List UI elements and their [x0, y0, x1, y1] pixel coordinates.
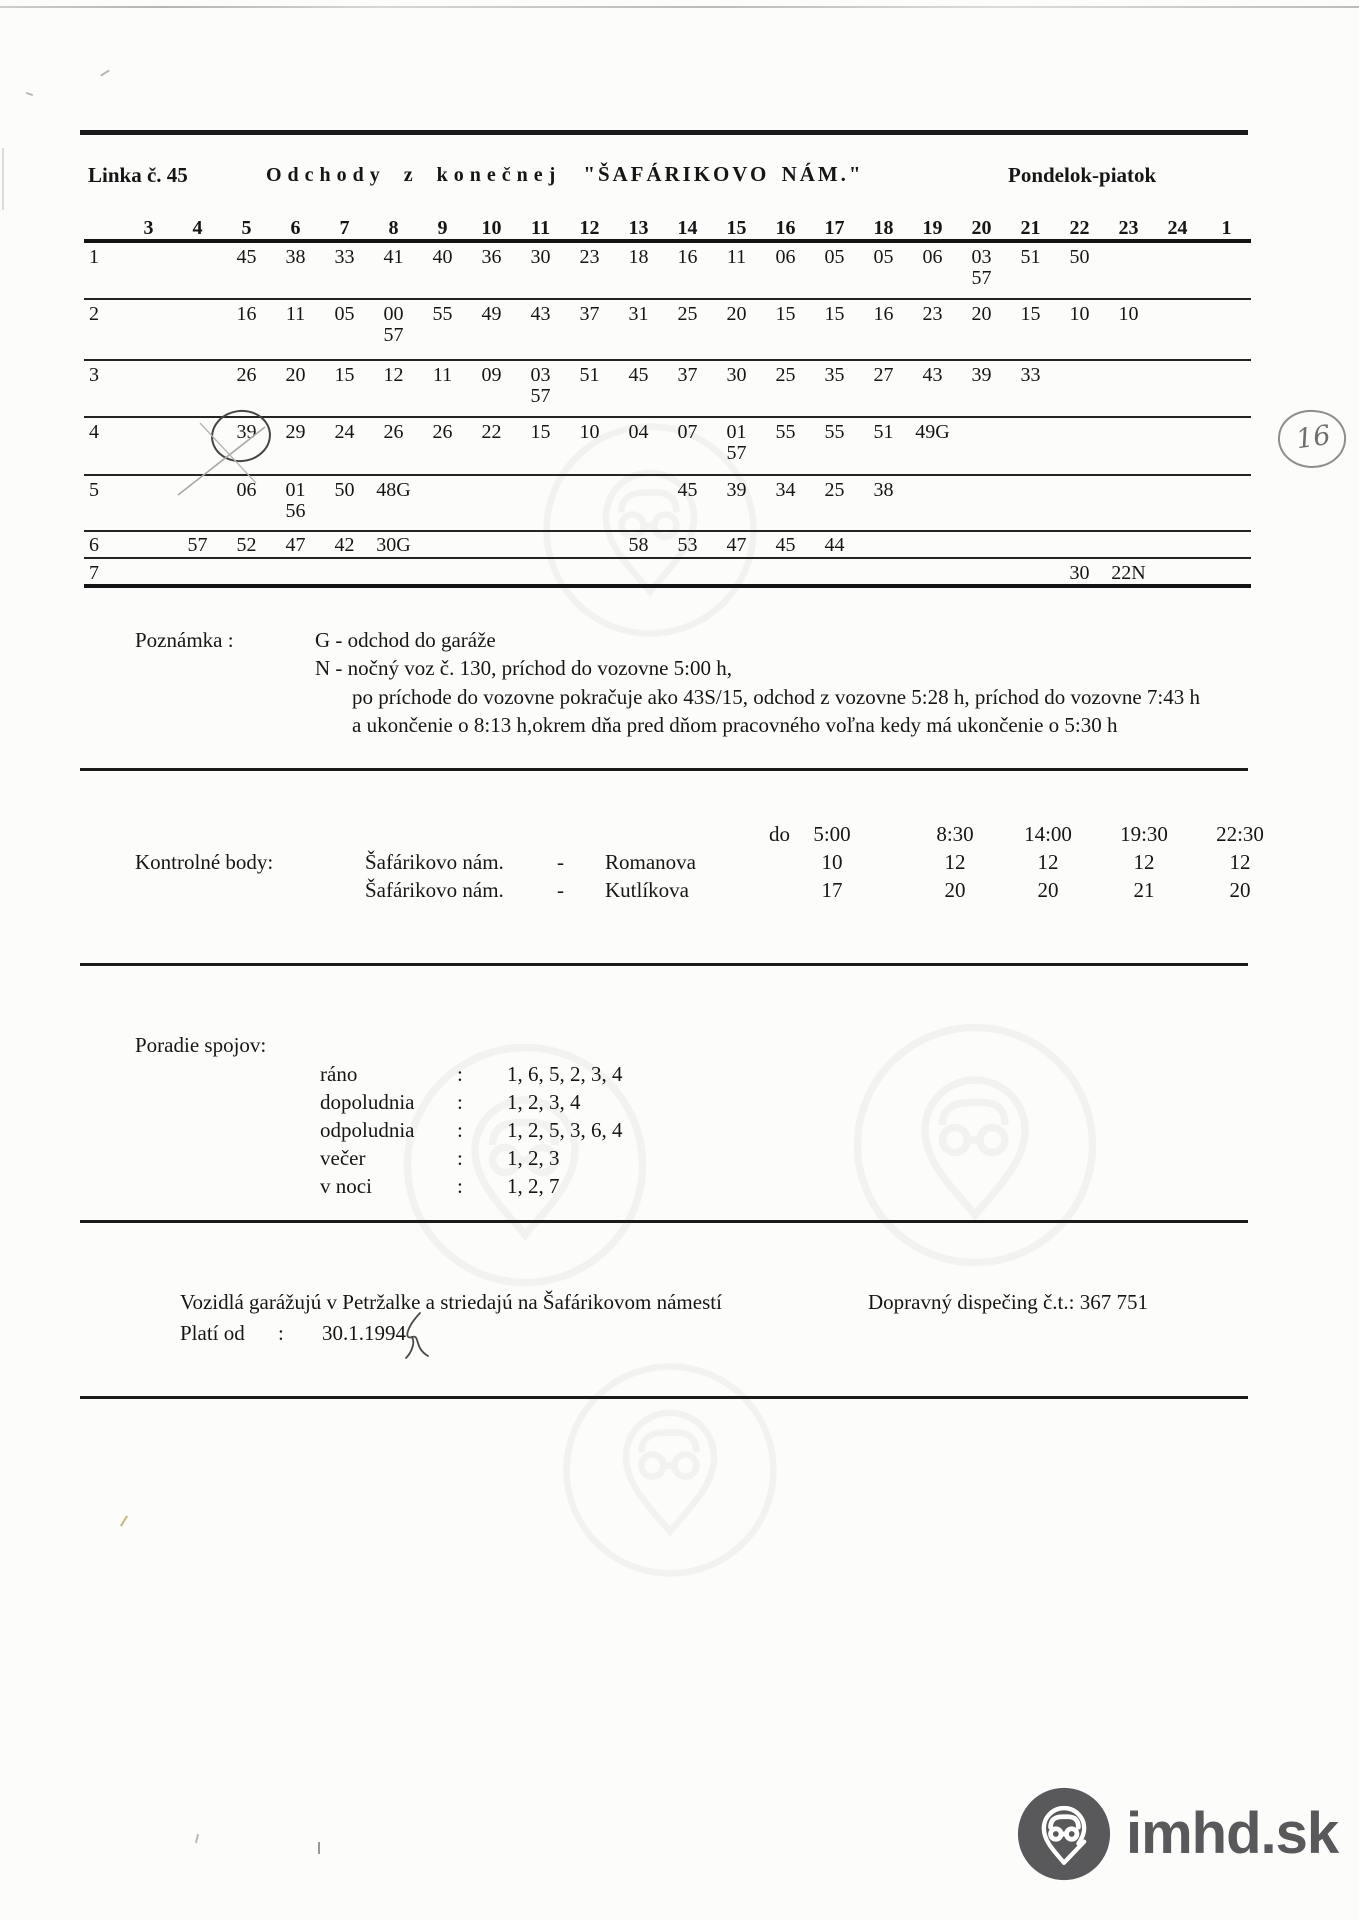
timetable-cell	[418, 476, 467, 530]
timetable-cell: 50	[334, 479, 355, 501]
cp-value: 20	[1037, 878, 1059, 902]
timetable-cell: 55	[824, 421, 845, 443]
hour-label: 17	[824, 217, 845, 239]
timetable-cell	[1153, 300, 1202, 359]
timetable-row	[84, 559, 1251, 588]
timetable-cell: 51	[579, 364, 600, 386]
row-label: 7	[89, 562, 99, 584]
order-label: Poradie spojov:	[135, 1033, 267, 1057]
timetable-cell: 29	[285, 421, 306, 443]
timetable-cell	[1055, 532, 1104, 557]
timetable-cell	[663, 559, 712, 584]
timetable-cell: 10	[579, 421, 600, 443]
timetable-cell	[1153, 559, 1202, 584]
timetable-cell: 22N	[1111, 562, 1146, 584]
timetable-cell: 39	[971, 364, 992, 386]
cp-value: 12	[944, 850, 966, 874]
timetable-cell: 31	[628, 303, 649, 325]
timetable-cell: 45	[236, 246, 257, 268]
timetable-cell	[908, 532, 957, 557]
hour-label: 7	[339, 217, 350, 239]
order-item-value: 1, 6, 5, 2, 3, 4	[507, 1062, 623, 1086]
cp-time: 22:30	[1216, 822, 1264, 846]
timetable-cell	[124, 300, 173, 359]
pencil-strokes	[160, 405, 290, 505]
rule-after-control-points	[80, 963, 1248, 966]
timetable-cell	[1202, 476, 1251, 530]
cp-value: 17	[821, 878, 843, 902]
timetable-cell	[1104, 243, 1153, 298]
timetable-cell: 24	[334, 421, 355, 443]
timetable-cell	[467, 532, 516, 557]
timetable-cell: 11	[285, 303, 306, 325]
hour-label: 24	[1167, 217, 1188, 239]
timetable-cell: 30	[1069, 562, 1090, 584]
cp-value: 21	[1133, 878, 1155, 902]
timetable-cell: 20	[971, 303, 992, 325]
timetable-cell	[222, 559, 271, 584]
timetable-cell: 10	[1118, 303, 1139, 325]
page-title	[266, 162, 863, 187]
cp-value: 10	[821, 850, 843, 874]
timetable-cell	[369, 559, 418, 584]
timetable-cell: 55	[775, 421, 796, 443]
pencil-speck	[100, 70, 110, 77]
imhd-watermark-icon	[560, 1360, 780, 1580]
timetable-cell	[1153, 532, 1202, 557]
hour-label: 16	[775, 217, 796, 239]
timetable-cell: 03 57	[971, 246, 992, 289]
order-item	[0, 1062, 1359, 1090]
timetable-cell	[908, 559, 957, 584]
terminus-name: "ŠAFÁRIKOVO NÁM."	[583, 162, 864, 186]
timetable-cell	[1202, 300, 1251, 359]
timetable-cell	[173, 300, 222, 359]
hour-label: 1	[1221, 217, 1232, 239]
cp-sep: -	[557, 850, 564, 874]
timetable-cell: 45	[677, 479, 698, 501]
rule-top	[80, 130, 1248, 135]
timetable-cell: 26	[236, 364, 257, 386]
valid-from-date: 30.1.1994	[322, 1321, 406, 1345]
timetable-cell: 42	[334, 534, 355, 556]
timetable-cell	[1202, 243, 1251, 298]
timetable-cell: 30G	[376, 534, 411, 556]
cp-time: 19:30	[1120, 822, 1168, 846]
order-item-value: 1, 2, 3, 4	[507, 1090, 581, 1114]
timetable-cell: 23	[579, 246, 600, 268]
order-item-colon: :	[457, 1118, 463, 1142]
timetable-cell: 50	[1069, 246, 1090, 268]
timetable-cell	[124, 559, 173, 584]
timetable-cell	[124, 532, 173, 557]
order-item-label: večer	[320, 1146, 366, 1170]
timetable-cell: 05	[873, 246, 894, 268]
cp-from: Šafárikovo nám.	[365, 850, 504, 874]
row-label: 5	[89, 479, 99, 501]
timetable-cell: 27	[873, 364, 894, 386]
validity-days-label: Pondelok-piatok	[1008, 163, 1157, 187]
timetable-cell: 34	[775, 479, 796, 501]
timetable-row	[84, 300, 1251, 361]
order-item	[0, 1146, 1359, 1174]
order-item-label: odpoludnia	[320, 1118, 415, 1142]
timetable-cell: 26	[432, 421, 453, 443]
cp-row	[0, 850, 1359, 876]
timetable-cell: 11	[432, 364, 453, 386]
rule-after-order	[80, 1220, 1248, 1223]
hour-label: 3	[143, 217, 154, 239]
hour-label: 11	[531, 217, 550, 239]
timetable-cell	[614, 476, 663, 530]
row-label: 3	[89, 364, 99, 386]
timetable-cell: 51	[1020, 246, 1041, 268]
timetable-cell: 00 57	[383, 303, 404, 346]
rule-after-footer	[80, 1396, 1248, 1399]
timetable-cell: 16	[236, 303, 257, 325]
timetable-cell: 52	[236, 534, 257, 556]
timetable-cell: 09	[481, 364, 502, 386]
hour-label: 23	[1118, 217, 1139, 239]
order-item-value: 1, 2, 7	[507, 1174, 560, 1198]
hour-header-spacer	[84, 212, 124, 240]
handwritten-circled-16	[1276, 408, 1348, 471]
hour-label: 19	[922, 217, 943, 239]
timetable-cell: 15	[334, 364, 355, 386]
timetable-cell: 37	[677, 364, 698, 386]
timetable-cell: 12	[383, 364, 404, 386]
timetable-cell	[1104, 532, 1153, 557]
timetable-cell: 49G	[915, 421, 950, 443]
timetable-cell	[1055, 476, 1104, 530]
timetable-cell	[1055, 361, 1104, 416]
bus-pin-icon	[1016, 1786, 1112, 1882]
timetable-cell: 06	[775, 246, 796, 268]
timetable-cell: 07	[677, 421, 698, 443]
cp-times	[790, 822, 1264, 848]
hour-label: 10	[481, 217, 502, 239]
timetable-cell: 15	[530, 421, 551, 443]
timetable-cell	[1202, 418, 1251, 474]
timetable-cell: 47	[726, 534, 747, 556]
timetable-cell	[1104, 418, 1153, 474]
row-label: 4	[89, 421, 99, 443]
hour-label: 20	[971, 217, 992, 239]
order-item-value: 1, 2, 5, 3, 6, 4	[507, 1118, 623, 1142]
timetable-cell: 58	[628, 534, 649, 556]
timetable-cell: 43	[530, 303, 551, 325]
timetable-cell	[1006, 418, 1055, 474]
timetable-cell	[124, 243, 173, 298]
timetable-cell: 35	[824, 364, 845, 386]
hour-label: 14	[677, 217, 698, 239]
timetable-cell	[418, 532, 467, 557]
timetable-cell: 26	[383, 421, 404, 443]
cp-row	[0, 878, 1359, 904]
order-item-colon: :	[457, 1090, 463, 1114]
timetable-cell	[1153, 476, 1202, 530]
rule-after-notes	[80, 768, 1248, 771]
timetable-cell	[1153, 243, 1202, 298]
timetable-cell	[810, 559, 859, 584]
timetable-cell	[320, 559, 369, 584]
timetable-cell	[1104, 361, 1153, 416]
handwritten-number: 16	[1294, 419, 1333, 456]
order-item	[0, 1118, 1359, 1146]
timetable-cell	[1006, 532, 1055, 557]
notes-label: Poznámka :	[135, 628, 234, 652]
order-item-colon: :	[457, 1146, 463, 1170]
timetable-cell: 38	[873, 479, 894, 501]
timetable-cell	[1104, 476, 1153, 530]
timetable-cell: 25	[677, 303, 698, 325]
scan-edge-shadow	[2, 148, 4, 210]
order-item-colon: :	[457, 1174, 463, 1198]
timetable-cell: 40	[432, 246, 453, 268]
hour-label: 22	[1069, 217, 1090, 239]
timetable-cell	[957, 418, 1006, 474]
control-points-label: Kontrolné body:	[135, 850, 274, 874]
page-title-main: Odchody z konečnej	[266, 164, 562, 186]
hour-label: 12	[579, 217, 600, 239]
timetable-cell	[957, 476, 1006, 530]
timetable-cell: 30	[530, 246, 551, 268]
timetable-cell: 06	[236, 479, 257, 501]
handwritten-squiggle	[396, 1310, 440, 1362]
timetable-cell: 37	[579, 303, 600, 325]
hour-label: 18	[873, 217, 894, 239]
hour-label: 9	[437, 217, 448, 239]
timetable-cell	[761, 559, 810, 584]
line-number-label: Linka č. 45	[88, 163, 188, 187]
timetable-cell: 45	[628, 364, 649, 386]
timetable-cell: 49	[481, 303, 502, 325]
pencil-speck	[26, 92, 33, 96]
timetable-cell: 22	[481, 421, 502, 443]
timetable-cell	[908, 476, 957, 530]
timetable-cell: 36	[481, 246, 502, 268]
timetable-cell: 05	[824, 246, 845, 268]
imhd-logo-text: imhd.sk	[1126, 1801, 1339, 1866]
timetable-cell: 05	[334, 303, 355, 325]
order-item-colon: :	[457, 1062, 463, 1086]
order-item-label: v noci	[320, 1174, 372, 1198]
timetable-cell: 48G	[376, 479, 411, 501]
notes-lines	[315, 628, 1200, 742]
cp-sep: -	[557, 878, 564, 902]
hour-label: 5	[241, 217, 252, 239]
timetable-cell	[1202, 361, 1251, 416]
timetable-cell: 33	[1020, 364, 1041, 386]
timetable-cell: 53	[677, 534, 698, 556]
timetable-hours-row	[84, 212, 1251, 243]
timetable-cell: 33	[334, 246, 355, 268]
timetable-cell	[516, 476, 565, 530]
valid-from-colon: :	[278, 1321, 284, 1345]
timetable-cell	[957, 532, 1006, 557]
timetable-cell: 20	[726, 303, 747, 325]
timetable-cell	[1006, 559, 1055, 584]
timetable-cell: 51	[873, 421, 894, 443]
cp-do-label: do	[769, 822, 790, 846]
timetable-cell: 25	[775, 364, 796, 386]
timetable-cell	[1055, 418, 1104, 474]
order-item-value: 1, 2, 3	[507, 1146, 560, 1170]
timetable-cell: 16	[677, 246, 698, 268]
timetable-cell: 11	[726, 246, 747, 268]
timetable-cell: 03 57	[530, 364, 551, 407]
timetable-cell: 04	[628, 421, 649, 443]
hour-label: 13	[628, 217, 649, 239]
timetable-cell: 47	[285, 534, 306, 556]
order-item-label: ráno	[320, 1062, 358, 1086]
timetable-cell: 06	[922, 246, 943, 268]
order-item-label: dopoludnia	[320, 1090, 415, 1114]
dispatch-phone: Dopravný dispečing č.t.: 367 751	[868, 1290, 1148, 1314]
timetable-cell	[565, 476, 614, 530]
cp-value: 20	[944, 878, 966, 902]
note-line: po príchode do vozovne pokračuje ako 43S/15, odchod z vozovne 5:28 h, príchod do vozovne 7:43 h	[352, 684, 1200, 709]
timetable-cell: 39	[236, 421, 257, 443]
imhd-logo	[1016, 1786, 1338, 1882]
timetable-cell: 39	[726, 479, 747, 501]
timetable-cell	[467, 559, 516, 584]
timetable-cell: 10	[1069, 303, 1090, 325]
cp-value: 20	[1229, 878, 1251, 902]
timetable-cell: 41	[383, 246, 404, 268]
timetable-cell	[1202, 559, 1251, 584]
timetable-cell: 15	[1020, 303, 1041, 325]
timetable-cell	[859, 559, 908, 584]
order-item	[0, 1090, 1359, 1118]
timetable-cell: 01 56	[285, 479, 306, 522]
timetable-cell: 30	[726, 364, 747, 386]
cp-value: 12	[1037, 850, 1059, 874]
hour-label: 15	[726, 217, 747, 239]
timetable-cell: 16	[873, 303, 894, 325]
timetable-cell	[859, 532, 908, 557]
timetable-cell	[565, 559, 614, 584]
timetable-cell: 23	[922, 303, 943, 325]
cp-time: 8:30	[936, 822, 974, 846]
timetable-cell: 43	[922, 364, 943, 386]
timetable-cell: 57	[187, 534, 208, 556]
timetable-cell: 01 57	[726, 421, 747, 464]
note-line: G - odchod do garáže	[315, 628, 496, 652]
cp-value: 12	[1133, 850, 1155, 874]
timetable-cell	[614, 559, 663, 584]
note-line: a ukončenie o 8:13 h,okrem dňa pred dňom pracovného voľna kedy má ukončenie o 5:30 h	[352, 713, 1118, 738]
timetable-cell: 15	[775, 303, 796, 325]
pencil-speck	[318, 1842, 320, 1854]
cp-time: 5:00	[813, 822, 851, 846]
timetable-cell	[712, 559, 761, 584]
timetable-cell	[1153, 361, 1202, 416]
timetable-cell: 44	[824, 534, 845, 556]
timetable-cell	[565, 532, 614, 557]
order-items	[0, 1062, 1359, 1202]
cp-to: Kutlíkova	[605, 878, 689, 902]
timetable-row	[84, 243, 1251, 300]
order-item	[0, 1174, 1359, 1202]
cp-to: Romanova	[605, 850, 696, 874]
scan-edge-line	[0, 6, 1359, 8]
hour-label: 4	[192, 217, 203, 239]
timetable-cell	[957, 559, 1006, 584]
cp-value: 12	[1229, 850, 1251, 874]
row-label: 2	[89, 303, 99, 325]
hour-label: 8	[388, 217, 399, 239]
row-label: 1	[89, 246, 99, 268]
timetable-cell: 45	[775, 534, 796, 556]
timetable-row	[84, 532, 1251, 559]
timetable-cell	[271, 559, 320, 584]
pencil-speck	[120, 1515, 128, 1526]
timetable-cell	[1202, 532, 1251, 557]
timetable-cell	[467, 476, 516, 530]
timetable-cell: 20	[285, 364, 306, 386]
timetable-cell	[516, 559, 565, 584]
note-line: N - nočný voz č. 130, príchod do vozovne 5:00 h,	[315, 656, 732, 681]
cp-time: 14:00	[1024, 822, 1072, 846]
timetable-cell	[173, 243, 222, 298]
timetable-cell: 25	[824, 479, 845, 501]
hour-label: 6	[290, 217, 301, 239]
timetable-cell: 15	[824, 303, 845, 325]
timetable-cell	[1006, 476, 1055, 530]
timetable-cell	[173, 559, 222, 584]
timetable-cell: 38	[285, 246, 306, 268]
timetable-cell	[516, 532, 565, 557]
hour-label: 21	[1020, 217, 1041, 239]
row-label: 6	[89, 534, 99, 556]
timetable-cell: 18	[628, 246, 649, 268]
timetable	[84, 212, 1251, 588]
timetable-cell: 55	[432, 303, 453, 325]
cp-from: Šafárikovo nám.	[365, 878, 504, 902]
garage-note: Vozidlá garážujú v Petržalke a striedajú na Šafárikovom námestí	[180, 1290, 722, 1314]
valid-from-label: Platí od	[180, 1321, 245, 1345]
pencil-speck	[195, 1834, 199, 1843]
timetable-cell	[1153, 418, 1202, 474]
timetable-cell	[418, 559, 467, 584]
